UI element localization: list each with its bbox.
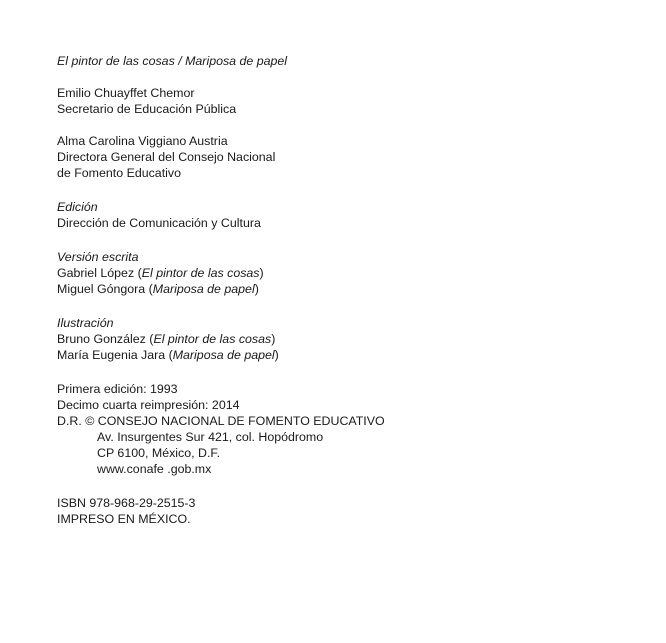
credit-work: Mariposa de papel [172, 348, 275, 362]
credit-open-paren: ( [145, 282, 153, 296]
credit-close-paren: ) [254, 282, 259, 296]
credit-close-paren: ) [259, 266, 264, 280]
spacer [57, 69, 617, 85]
printed-in: IMPRESO EN MÉXICO. [57, 512, 191, 526]
first-edition: Primera edición: 1993 [57, 382, 178, 396]
ilustracion-heading: Ilustración [57, 316, 114, 330]
edicion-heading: Edición [57, 200, 98, 214]
official-role-2-line1: Directora General del Consejo Nacional [57, 150, 276, 164]
credit-close-paren: ) [271, 332, 276, 346]
credit-name: Bruno González [57, 332, 146, 346]
official-name-1: Emilio Chuayffet Chemor [57, 86, 195, 100]
credit-open-paren: ( [134, 266, 142, 280]
isbn: ISBN 978-968-29-2515-3 [57, 496, 196, 510]
credit-work: Mariposa de papel [152, 282, 255, 296]
version-escrita-credit-2 [57, 281, 617, 297]
spacer [57, 231, 617, 249]
spacer [57, 181, 617, 199]
book-title-line: El pintor de las cosas / Mariposa de papel [57, 54, 288, 68]
address-line-1: Av. Insurgentes Sur 421, col. Hopódromo [97, 430, 324, 444]
reprint: Decimo cuarta reimpresión: 2014 [57, 398, 240, 412]
spacer [57, 477, 617, 495]
credit-work: El pintor de las cosas [141, 266, 260, 280]
address-line-2: CP 6100, México, D.F. [97, 446, 221, 460]
credits-page [57, 53, 617, 527]
official-name-2: Alma Carolina Viggiano Austria [57, 134, 228, 148]
spacer [57, 117, 617, 133]
credit-name: Gabriel López [57, 266, 135, 280]
ilustracion-credit-2 [57, 347, 617, 363]
credit-open-paren: ( [145, 332, 154, 346]
version-escrita-credit-1 [57, 265, 617, 281]
credit-name: María Eugenia Jara [57, 348, 166, 362]
credit-close-paren: ) [274, 348, 279, 362]
spacer [57, 297, 617, 315]
version-escrita-heading: Versión escrita [57, 250, 139, 264]
credit-open-paren: ( [165, 348, 173, 362]
official-role-2-line2: de Fomento Educativo [57, 166, 181, 180]
credit-work: El pintor de las cosas [153, 332, 272, 346]
rights-holder: D.R. © CONSEJO NACIONAL DE FOMENTO EDUCATIVO [57, 414, 385, 428]
spacer [57, 363, 617, 381]
credit-name: Miguel Góngora [57, 282, 146, 296]
edicion-value: Dirección de Comunicación y Cultura [57, 216, 261, 230]
ilustracion-credit-1 [57, 331, 617, 347]
official-role-1: Secretario de Educación Pública [57, 102, 237, 116]
website: www.conafe .gob.mx [97, 462, 212, 476]
